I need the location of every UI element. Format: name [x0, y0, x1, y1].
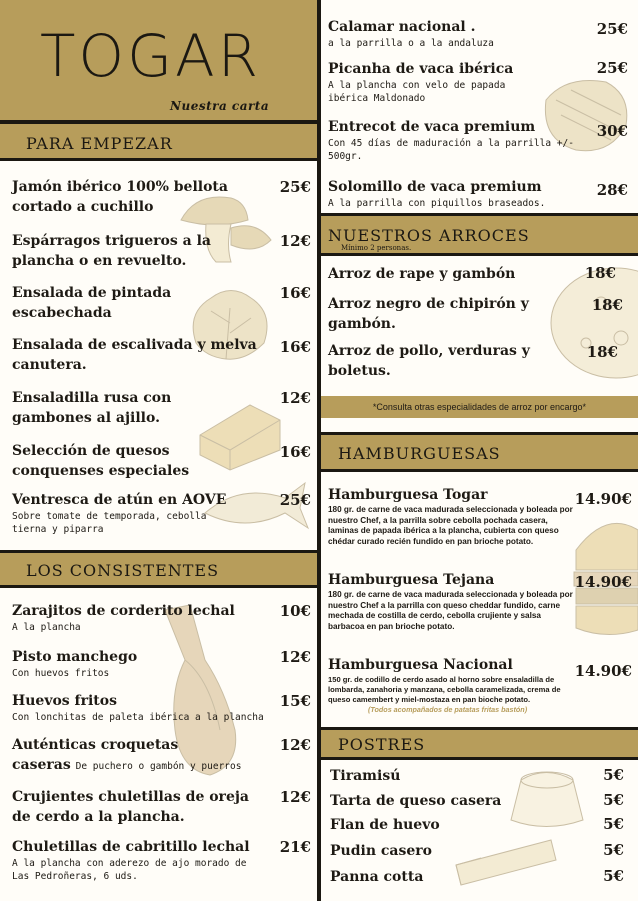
item-price: 18€ — [591, 296, 623, 314]
item-price: 16€ — [279, 284, 311, 302]
menu-item — [12, 490, 312, 536]
item-price: 12€ — [279, 389, 311, 407]
item-price: 28€ — [596, 181, 628, 199]
item-name: Calamar nacional . — [328, 19, 476, 35]
item-price: 25€ — [596, 59, 628, 77]
menu-item — [328, 294, 628, 334]
item-price: 15€ — [279, 692, 311, 710]
menu-item — [328, 59, 628, 105]
item-description: 180 gr. de carne de vaca madurada seleccionada y boleada por nuestro Chef, a la parrilla sobre cebolla pochada casera, laminas de papada ibérica a la plancha, cubierta con queso chédar curado recién fundido en pan brioche potato. — [328, 505, 573, 546]
menu-item — [12, 177, 312, 217]
item-price: 16€ — [279, 443, 311, 461]
item-price: 5€ — [603, 867, 624, 885]
section-title: POSTRES — [338, 735, 426, 754]
item-name: Flan de huevo — [330, 817, 440, 833]
item-price: 5€ — [603, 791, 624, 809]
item-name: Zarajitos de corderito lechal — [12, 603, 235, 619]
item-name: Panna cotta — [330, 869, 424, 885]
item-name: Espárragos trigueros a la plancha o en revuelto. — [12, 233, 211, 269]
item-name: Arroz negro de chipirón y gambón. — [328, 296, 529, 332]
item-description: A la plancha con aderezo de ajo morado de Las Pedroñeras, 6 uds. — [12, 858, 247, 882]
item-price: 12€ — [279, 232, 311, 250]
item-name: Auténticas croquetas — [12, 737, 179, 753]
section-header-para-empezar — [0, 121, 317, 161]
menu-item — [12, 691, 312, 724]
menu-item — [12, 441, 312, 481]
menu-item — [12, 601, 312, 634]
item-name: Arroz de rape y gambón — [328, 266, 516, 282]
menu-item — [12, 335, 312, 375]
menu-item — [12, 647, 312, 680]
item-price: 10€ — [279, 602, 311, 620]
menu-item — [328, 117, 628, 163]
item-price: 5€ — [603, 766, 624, 784]
item-description: 150 gr. de codillo de cerdo asado al horno sobre ensaladilla de lombarda, zanahoria y manzana, cebolla caramelizada, crema de queso camembert y miel-mostaza en pan bioche potato. — [328, 675, 561, 704]
menu-item — [328, 17, 628, 50]
section-header-nuestros-arroces — [321, 213, 638, 256]
item-description: Sobre tomate de temporada, cebolla tierna y piparra — [12, 511, 207, 535]
item-name: Huevos fritos — [12, 693, 117, 709]
item-name: Tiramisú — [330, 768, 401, 784]
logo-header — [0, 0, 317, 123]
item-name: Crujientes chuletillas de oreja de cerdo a la plancha. — [12, 789, 249, 825]
brand-logo: TOGAR — [40, 22, 262, 90]
item-price: 5€ — [603, 815, 624, 833]
item-name: Hamburguesa Nacional — [328, 657, 513, 673]
arroces-note: *Consulta otras especialidades de arroz por encargo* — [321, 396, 638, 418]
item-name: Entrecot de vaca premium — [328, 119, 536, 135]
item-price: 12€ — [279, 648, 311, 666]
menu-right-column — [321, 0, 638, 901]
item-description: A la parrilla con piquillos braseados. — [328, 198, 546, 209]
menu-item — [330, 791, 630, 811]
brand-subtitle: Nuestra carta — [170, 99, 270, 113]
item-price: 21€ — [279, 838, 311, 856]
item-name: Jamón ibérico 100% bellota cortado a cuchillo — [12, 179, 228, 215]
item-name: Ensalada de escalivada y melva canutera. — [12, 337, 257, 373]
item-name: Picanha de vaca ibérica — [328, 61, 514, 77]
item-description: 180 gr. de carne de vaca madurada seleccionada y boleada por nuestro Chef a la parrilla con queso cheddar fundido, carne mechada de costilla de cerdo, cebolla crujiente y salsa barbacoa en pan brioche potato. — [328, 590, 573, 631]
item-name-line2: caseras — [12, 757, 71, 773]
menu-item — [328, 264, 628, 284]
section-title: LOS CONSISTENTES — [26, 561, 220, 580]
item-price: 18€ — [586, 343, 618, 361]
item-name: Ensalada de pintada escabechada — [12, 285, 172, 321]
item-name: Pisto manchego — [12, 649, 138, 665]
section-subtitle: Mínimo 2 personas. — [341, 244, 412, 252]
hamburguesas-note: (Todos acompañados de patatas fritas bastón) — [368, 705, 528, 714]
item-price: 14.90€ — [574, 662, 632, 680]
item-name: Arroz de pollo, verduras y boletus. — [328, 343, 530, 379]
section-title: NUESTROS ARROCES — [328, 226, 530, 245]
menu-item — [12, 787, 312, 827]
menu-item — [330, 766, 630, 786]
section-title: PARA EMPEZAR — [26, 134, 173, 153]
item-name: Ventresca de atún en AOVE — [12, 492, 227, 508]
item-price: 25€ — [279, 491, 311, 509]
item-price: 14.90€ — [574, 573, 632, 591]
menu-item — [328, 341, 628, 381]
item-price: 12€ — [279, 736, 311, 754]
item-price: 16€ — [279, 338, 311, 356]
item-price: 25€ — [596, 20, 628, 38]
item-price: 25€ — [279, 178, 311, 196]
menu-item — [328, 177, 628, 210]
menu-item — [330, 815, 630, 835]
item-description: a la parrilla o a la andaluza — [328, 38, 494, 49]
item-description: Con lonchitas de paleta ibérica a la plancha — [12, 712, 264, 723]
menu-item — [330, 867, 630, 887]
item-price: 14.90€ — [574, 490, 632, 508]
section-title: HAMBURGUESAS — [338, 444, 501, 463]
menu-left-column — [0, 0, 317, 901]
section-header-postres — [321, 727, 638, 760]
item-price: 30€ — [596, 122, 628, 140]
section-header-los-consistentes — [0, 550, 317, 588]
item-name: Pudin casero — [330, 843, 432, 859]
menu-item — [12, 283, 312, 323]
item-description: Con 45 días de maduración a la parrilla +/- 500gr. — [328, 138, 574, 162]
menu-item — [12, 837, 312, 883]
item-name: Tarta de queso casera — [330, 793, 502, 809]
menu-item — [12, 388, 312, 428]
item-description: Con huevos fritos — [12, 668, 110, 679]
item-name: Ensaladilla rusa con gambones al ajillo. — [12, 390, 172, 426]
item-name: Chuletillas de cabritillo lechal — [12, 839, 250, 855]
item-price: 12€ — [279, 788, 311, 806]
menu-item — [12, 735, 312, 777]
item-name: Hamburguesa Togar — [328, 487, 488, 503]
menu-item — [330, 841, 630, 861]
item-description: A la plancha con velo de papada ibérica Maldonado — [328, 80, 506, 104]
item-description: De puchero o gambón y puerros — [75, 761, 242, 772]
section-header-hamburguesas — [321, 432, 638, 472]
item-name: Solomillo de vaca premium — [328, 179, 542, 195]
item-name: Hamburguesa Tejana — [328, 572, 495, 588]
item-name: Selección de quesos conquenses especiales — [12, 443, 190, 479]
item-price: 5€ — [603, 841, 624, 859]
item-price: 18€ — [584, 264, 616, 282]
menu-item — [12, 231, 312, 271]
item-description: A la plancha — [12, 622, 81, 633]
